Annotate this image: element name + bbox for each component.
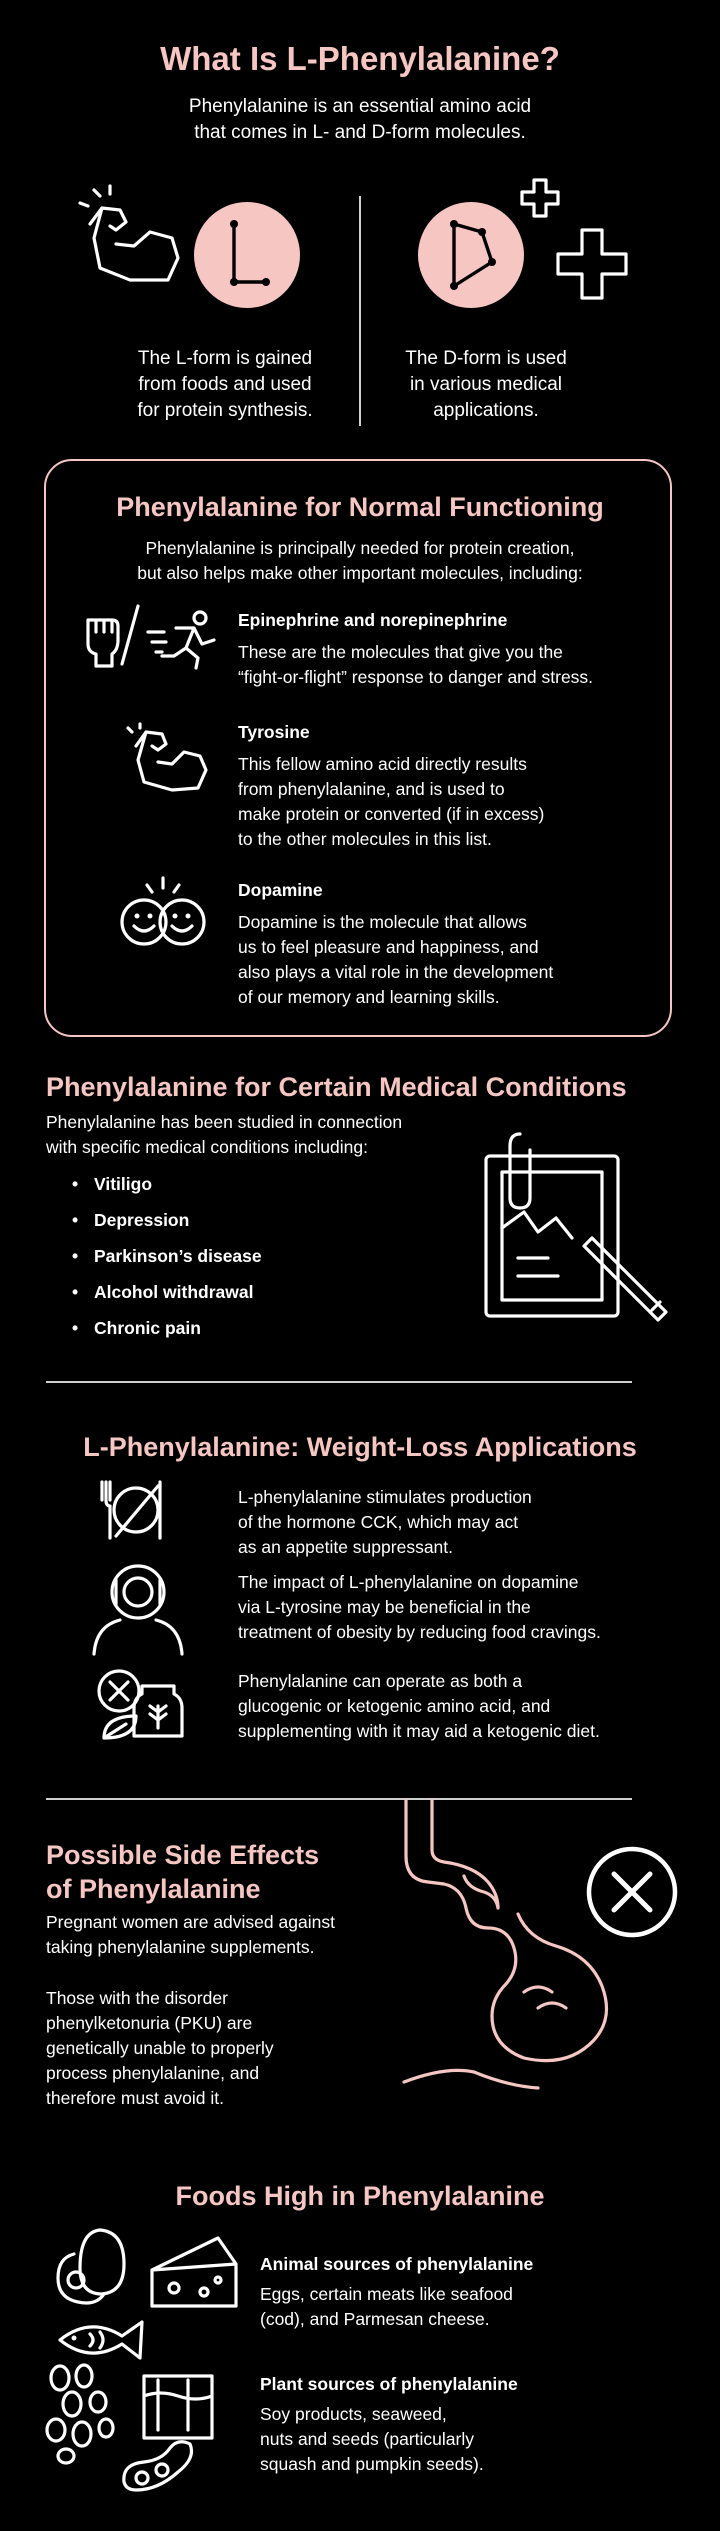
item-title-dopamine: Dopamine xyxy=(238,880,323,900)
normal-intro: Phenylalanine is principally needed for protein creation, but also helps make other important molecules, including: xyxy=(137,538,583,583)
side-title: Possible Side Effects of Phenylalanine xyxy=(46,1840,320,1904)
clipboard-chart-icon xyxy=(476,1128,676,1328)
divider-slash xyxy=(120,604,140,666)
leaf-icon xyxy=(100,1712,140,1742)
item-text-epinephrine: These are the molecules that give you the “fight-or-flight” response to danger and stress. xyxy=(238,642,594,687)
weight-text-3: Phenylalanine can operate as both a glucogenic or ketogenic amino acid, and supplementing with it may aid a ketogenic diet. xyxy=(238,1671,600,1741)
animal-title: Animal sources of phenylalanine xyxy=(260,2254,534,2274)
plus-icon xyxy=(556,228,628,300)
side-text-2: Those with the disorder phenylketonuria (PKU) are genetically unable to properly process phenylalanine, and therefore must avoid it. xyxy=(46,1988,274,2108)
condition-item: • Parkinson’s disease xyxy=(66,1238,396,1274)
stomach-icon xyxy=(388,1796,678,2096)
weight-text-2: The impact of L-phenylalanine on dopamine via L-tyrosine may be beneficial in the treatment of obesity by reducing food cravings. xyxy=(238,1572,601,1642)
condition-item: • Chronic pain xyxy=(66,1310,396,1346)
raised-fist-icon xyxy=(84,612,120,668)
page-title: What Is L-Phenylalanine? xyxy=(160,40,560,77)
d-molecule-icon xyxy=(418,202,524,308)
animal-text: Eggs, certain meats like seafood (cod), and Parmesan cheese. xyxy=(260,2284,513,2329)
item-title-epinephrine: Epinephrine and norepinephrine xyxy=(238,610,508,630)
plant-title: Plant sources of phenylalanine xyxy=(260,2374,518,2394)
foods-title: Foods High in Phenylalanine xyxy=(175,2181,545,2211)
plus-icon xyxy=(520,178,560,218)
happy-faces-icon xyxy=(120,876,206,950)
plant-text: Soy products, seaweed, nuts and seeds (particularly squash and pumpkin seeds). xyxy=(260,2404,484,2474)
l-molecule-icon xyxy=(194,202,300,308)
close-circle-icon xyxy=(586,1846,678,1938)
condition-item: • Depression xyxy=(66,1202,396,1238)
d-form-text: The D-form is used in various medical applications. xyxy=(405,348,567,421)
side-text-1: Pregnant women are advised against taking phenylalanine supplements. xyxy=(46,1912,335,1957)
section-divider xyxy=(46,1381,632,1383)
fish-icon xyxy=(50,2310,148,2370)
conditions-list xyxy=(66,1166,396,1346)
running-person-icon xyxy=(146,610,218,666)
medical-intro: Phenylalanine has been studied in connection with specific medical conditions including: xyxy=(46,1112,403,1157)
condition-item: • Alcohol withdrawal xyxy=(66,1274,396,1310)
intro-text: Phenylalanine is an essential amino acid that comes in L- and D-form molecules. xyxy=(188,96,532,143)
column-divider xyxy=(359,196,361,426)
normal-title: Phenylalanine for Normal Functioning xyxy=(116,492,604,522)
cheese-icon xyxy=(148,2232,240,2312)
flexed-arm-icon xyxy=(128,724,208,794)
item-title-tyrosine: Tyrosine xyxy=(238,722,310,742)
l-form-text: The L-form is gained from foods and used for protein synthesis. xyxy=(137,348,313,421)
item-text-tyrosine: This fellow amino acid directly results from phenylalanine, and is used to make protein or converted (if in excess) to the other molecules in this list. xyxy=(238,754,545,849)
item-text-dopamine: Dopamine is the molecule that allows us to feel pleasure and happiness, and also plays a vital role in the development of our memory and learning skills. xyxy=(238,912,554,1007)
person-plate-icon xyxy=(90,1564,186,1656)
muscle-arm-icon xyxy=(80,188,180,298)
weight-title: L-Phenylalanine: Weight-Loss Applications xyxy=(83,1432,637,1462)
condition-item: • Vitiligo xyxy=(66,1166,396,1202)
no-eating-icon xyxy=(100,1478,164,1542)
weight-text-1: L-phenylalanine stimulates production of the hormone CCK, which may act as an appetite suppressant. xyxy=(238,1487,532,1557)
soybean-icon xyxy=(118,2432,198,2496)
medical-title: Phenylalanine for Certain Medical Conditions xyxy=(46,1072,627,1102)
